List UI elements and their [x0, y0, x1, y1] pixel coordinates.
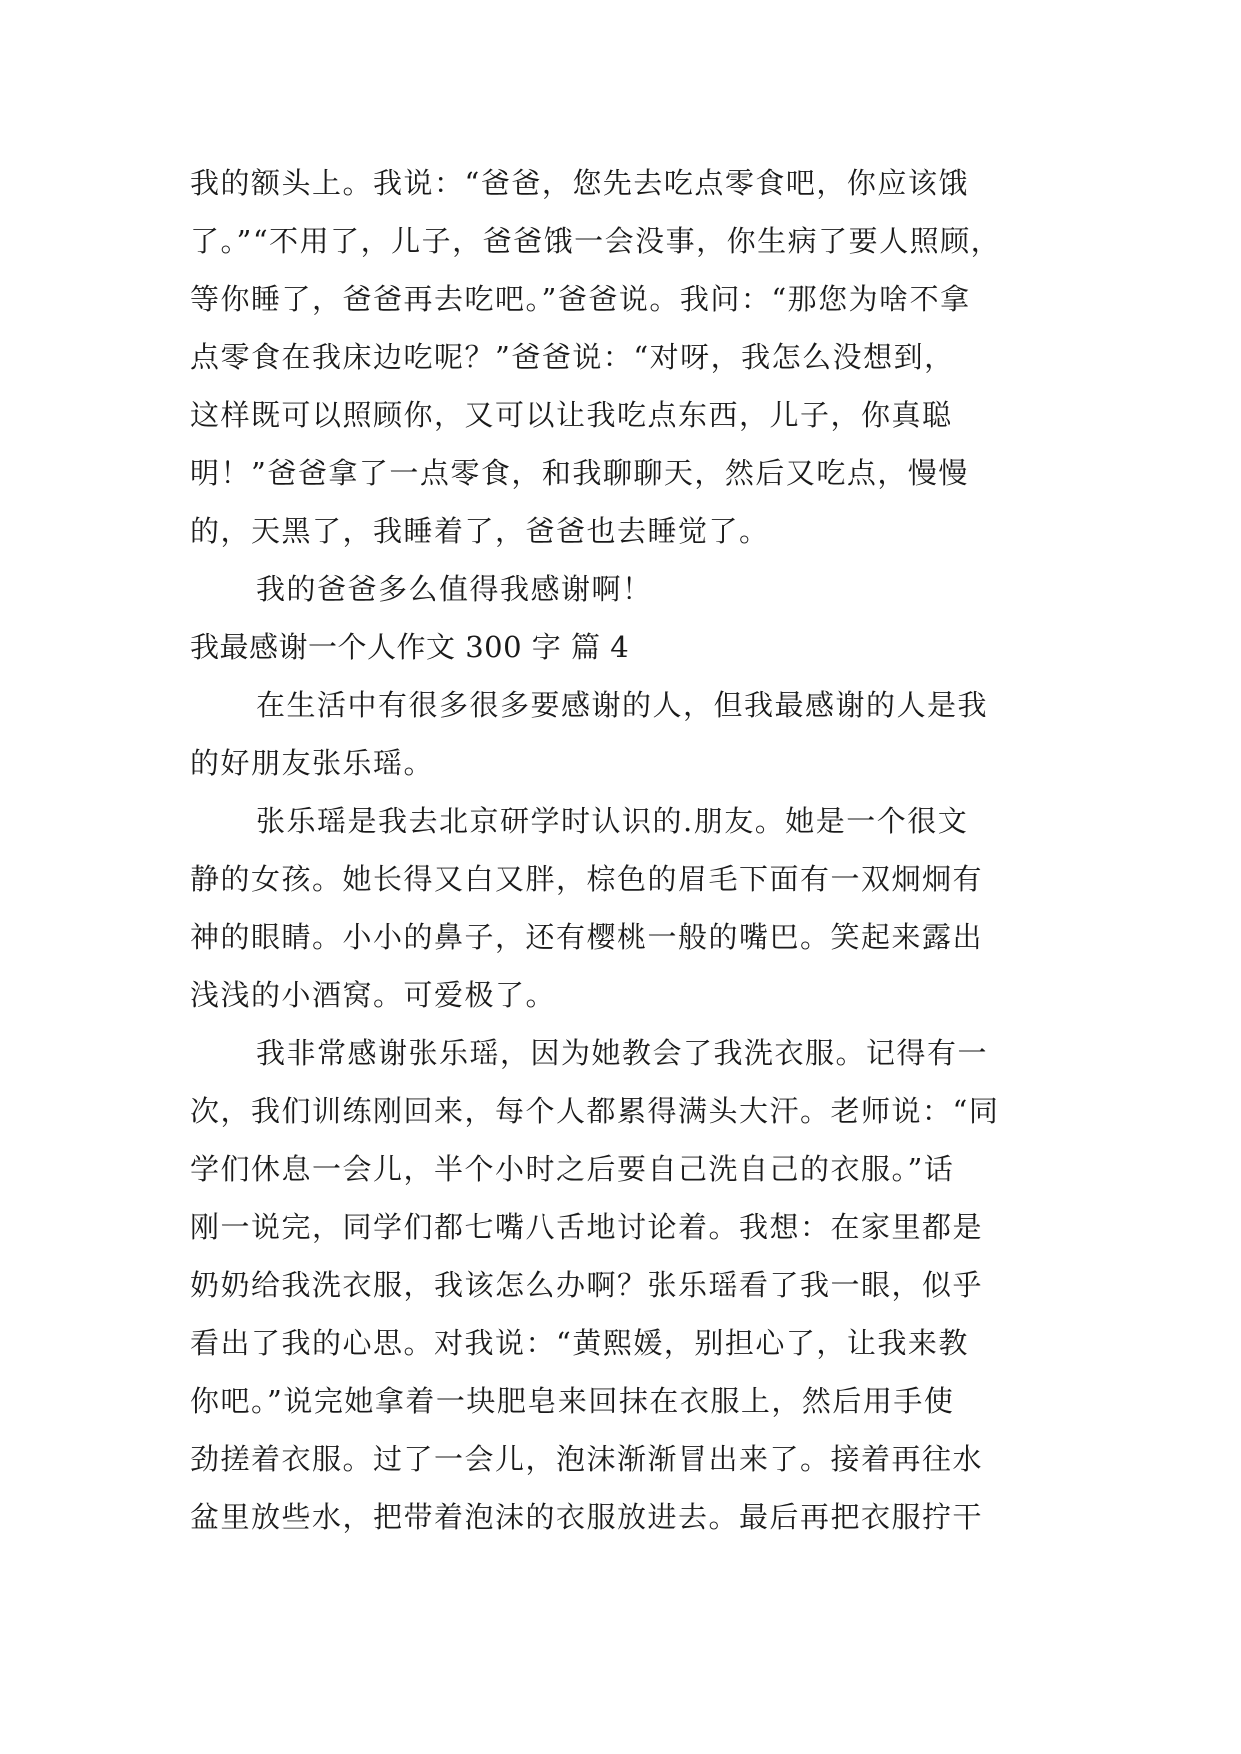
paragraph [190, 154, 1050, 560]
text-line: 等你睡了，爸爸再去吃吧。”爸爸说。我问：“那您为啥不拿 [190, 282, 971, 316]
text-line: 我非常感谢张乐瑶，因为她教会了我洗衣服。记得有一 [256, 1036, 989, 1070]
text-line: 点零食在我床边吃呢？”爸爸说：“对呀，我怎么没想到， [190, 340, 955, 374]
text-line: 的好朋友张乐瑶。 [190, 746, 435, 780]
text-line: 奶奶给我洗衣服，我该怎么办啊？张乐瑶看了我一眼，似乎 [190, 1268, 984, 1302]
paragraph [190, 792, 1050, 1024]
section-heading [190, 618, 1050, 676]
text-line: 你吧。”说完她拿着一块肥皂来回抹在衣服上，然后用手使 [190, 1384, 955, 1418]
text-line: 学们休息一会儿，半个小时之后要自己洗自己的衣服。”话 [190, 1152, 955, 1186]
text-line: 次，我们训练刚回来，每个人都累得满头大汗。老师说：“同 [190, 1094, 1000, 1128]
text-line: 了。”“不用了，儿子，爸爸饿一会没事，你生病了要人照顾， [190, 224, 1002, 258]
text-line: 看出了我的心思。对我说：“黄熙媛，别担心了，让我来教 [190, 1326, 969, 1360]
text-line: 盆里放些水，把带着泡沫的衣服放进去。最后再把衣服拧干 [190, 1500, 984, 1534]
paragraph [190, 1024, 1050, 1546]
text-line: 的，天黑了，我睡着了，爸爸也去睡觉了。 [190, 514, 770, 548]
paragraph [190, 676, 1050, 792]
text-line: 浅浅的小酒窝。可爱极了。 [190, 978, 557, 1012]
paragraph [190, 560, 1050, 618]
text-line: 劲搓着衣服。过了一会儿，泡沫渐渐冒出来了。接着再往水 [190, 1442, 984, 1476]
text-line: 静的女孩。她长得又白又胖，棕色的眉毛下面有一双炯炯有 [190, 862, 984, 896]
text-line: 我的额头上。我说：“爸爸，您先去吃点零食吧，你应该饿 [190, 166, 969, 200]
document-body [190, 154, 1050, 1546]
text-line: 刚一说完，同学们都七嘴八舌地讨论着。我想：在家里都是 [190, 1210, 984, 1244]
heading-text: 我最感谢一个人作文 300 字 篇 4 [190, 630, 630, 664]
text-line: 这样既可以照顾你，又可以让我吃点东西，儿子，你真聪 [190, 398, 953, 432]
text-line: 神的眼睛。小小的鼻子，还有樱桃一般的嘴巴。笑起来露出 [190, 920, 984, 954]
text-line: 明！”爸爸拿了一点零食，和我聊聊天，然后又吃点，慢慢 [190, 456, 969, 490]
text-line: 我的爸爸多么值得我感谢啊！ [256, 572, 653, 606]
text-line: 在生活中有很多很多要感谢的人，但我最感谢的人是我 [256, 688, 989, 722]
text-line: 张乐瑶是我去北京研学时认识的.朋友。她是一个很文 [256, 804, 969, 838]
